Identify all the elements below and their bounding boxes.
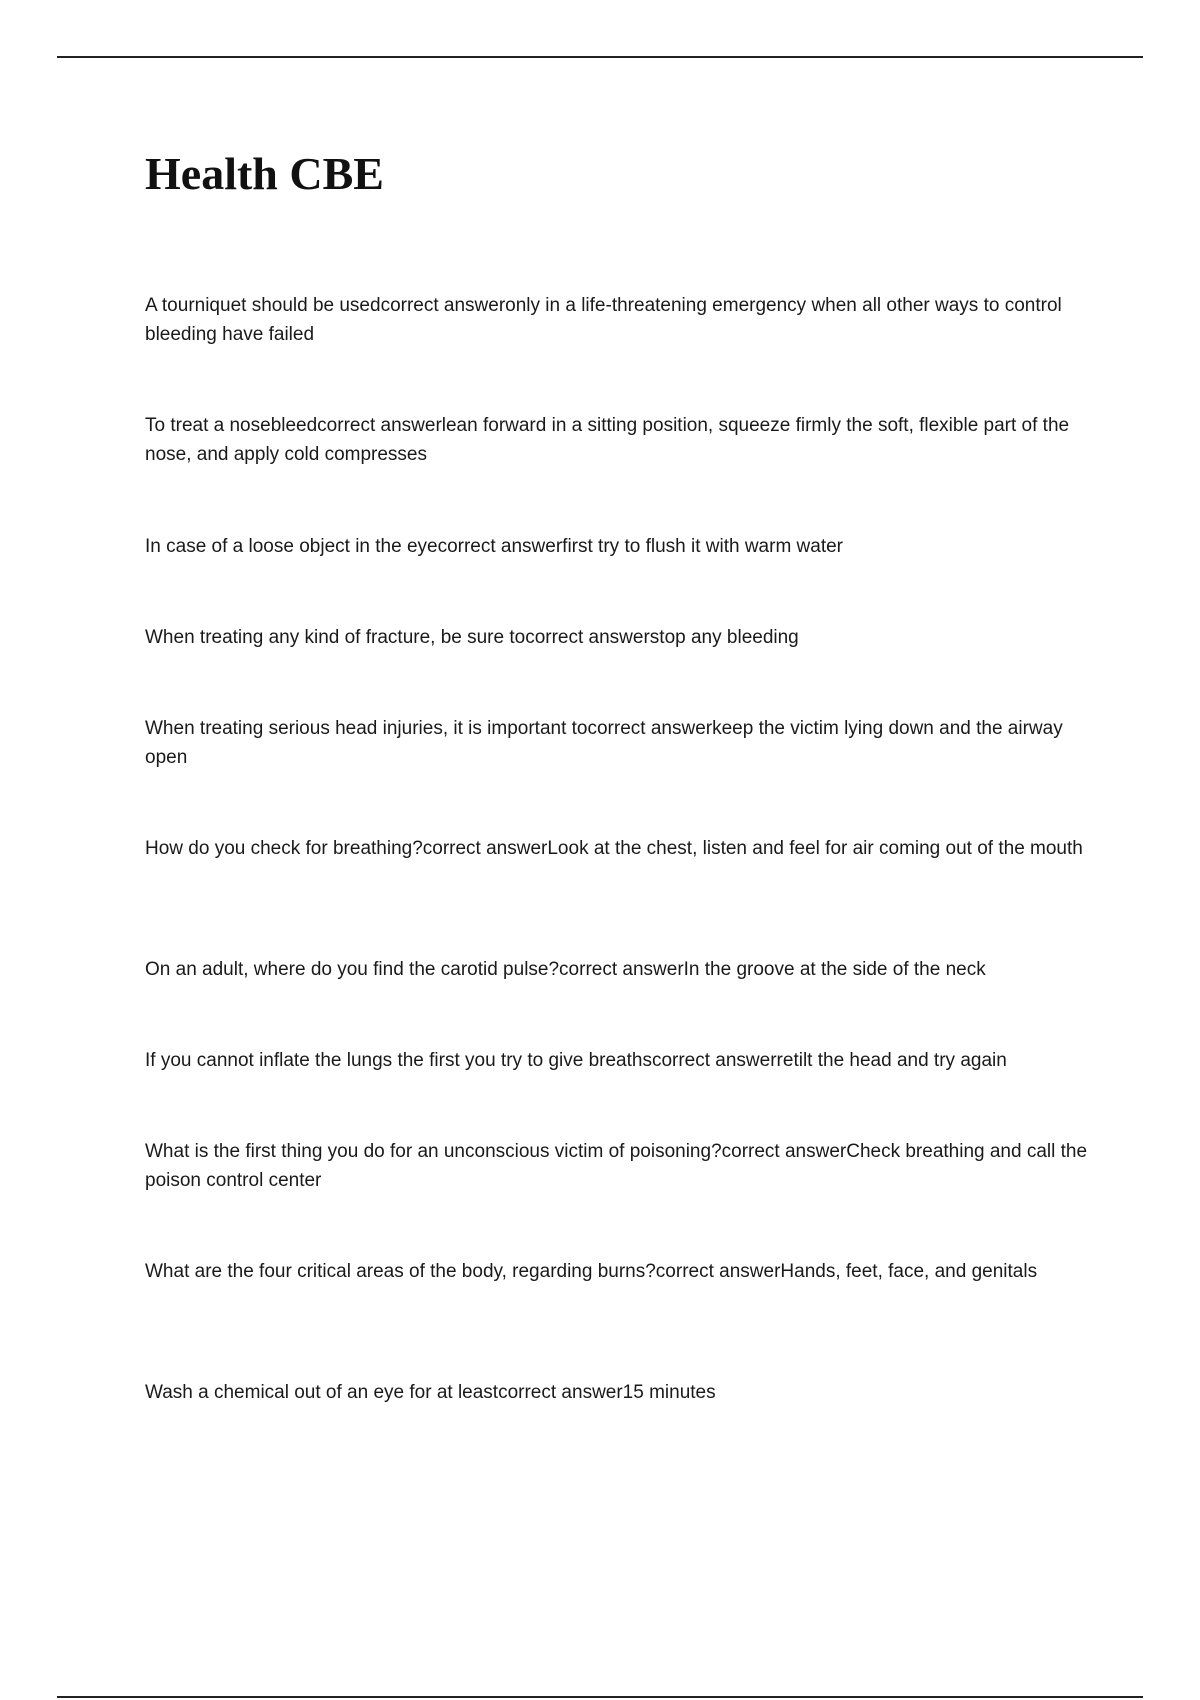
- qa-item: If you cannot inflate the lungs the first you try to give breathscorrect answerretilt the head and try again: [145, 1050, 1007, 1071]
- qa-item: A tourniquet should be usedcorrect answeronly in a life-threatening emergency when all other ways to control bleeding have failed: [145, 295, 1062, 345]
- qa-item: What is the first thing you do for an unconscious victim of poisoning?correct answerCheck breathing and call the poison control center: [145, 1141, 1088, 1191]
- bottom-divider: [57, 1696, 1143, 1698]
- page-title: Health CBE: [145, 148, 384, 199]
- qa-item: On an adult, where do you find the carotid pulse?correct answerIn the groove at the side of the neck: [145, 959, 986, 980]
- qa-item: When treating any kind of fracture, be sure tocorrect answerstop any bleeding: [145, 627, 799, 648]
- qa-item: To treat a nosebleedcorrect answerlean forward in a sitting position, squeeze firmly the soft, flexible part of the nose, and apply cold compresses: [145, 415, 1070, 465]
- qa-item: When treating serious head injuries, it is important tocorrect answerkeep the victim lying down and the airway open: [145, 718, 1063, 768]
- qa-item: How do you check for breathing?correct answerLook at the chest, listen and feel for air coming out of the mouth: [145, 838, 1083, 859]
- top-divider: [57, 56, 1143, 58]
- qa-item: In case of a loose object in the eyecorrect answerfirst try to flush it with warm water: [145, 536, 844, 557]
- qa-item: What are the four critical areas of the body, regarding burns?correct answerHands, feet, face, and genitals: [145, 1261, 1038, 1282]
- qa-item: Wash a chemical out of an eye for at leastcorrect answer15 minutes: [145, 1382, 716, 1403]
